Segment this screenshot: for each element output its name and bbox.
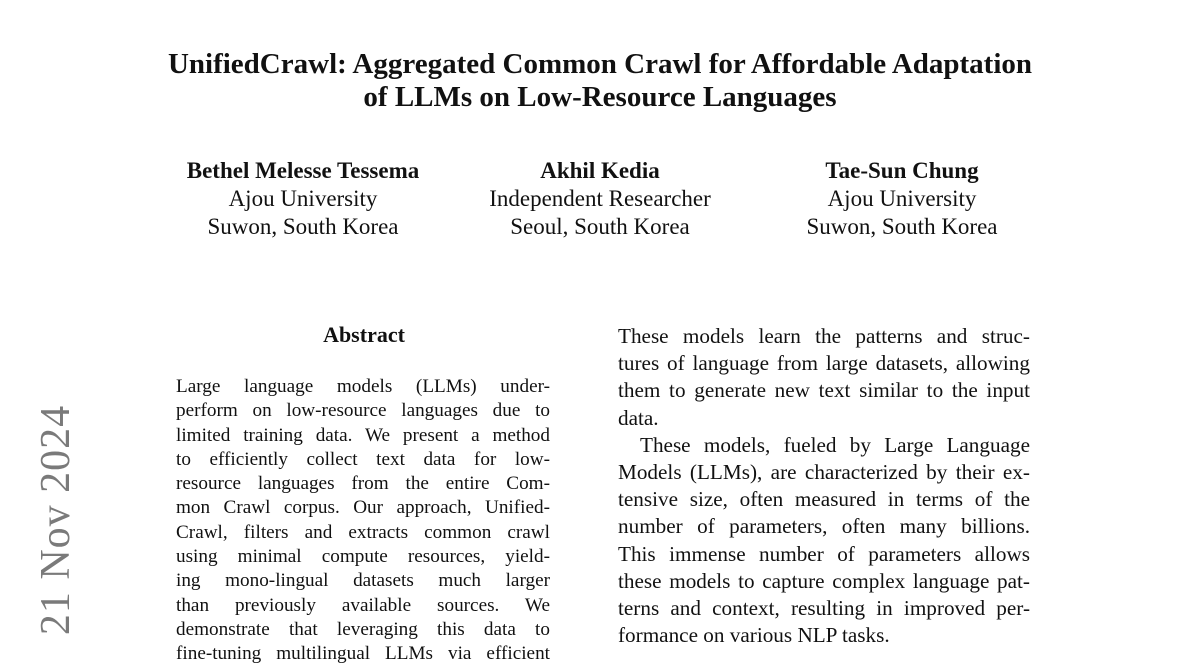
author-affiliation: Ajou University <box>827 186 977 211</box>
abstract-line: limited training data. We present a method <box>176 424 550 446</box>
author-name: Akhil Kedia <box>540 158 660 183</box>
author-block-1 <box>160 157 446 241</box>
abstract-line: fine-tuning multilingual LLMs via efficient <box>176 643 550 665</box>
abstract-line: ing mono-lingual datasets much larger <box>176 570 550 592</box>
abstract-line: using minimal compute resources, yield- <box>176 546 550 568</box>
paper-title <box>80 48 1120 114</box>
author-name: Bethel Melesse Tessema <box>186 158 420 183</box>
abstract-body <box>176 375 550 667</box>
author-location: Seoul, South Korea <box>510 214 690 239</box>
abstract-heading: Abstract <box>323 322 405 347</box>
abstract-line: demonstrate that leveraging this data to <box>176 618 550 640</box>
abstract-line: perform on low-resource languages due to <box>176 400 550 422</box>
body-line: tensive size, often measured in terms of the <box>618 487 1030 512</box>
intro-column <box>618 323 1030 649</box>
intro-paragraph-2 <box>618 432 1030 650</box>
body-line: formance on various NLP tasks. <box>618 623 890 648</box>
abstract-line: to efficiently collect text data for low- <box>176 448 550 470</box>
intro-paragraph-1 <box>618 323 1030 432</box>
body-line: these models to capture complex language pat- <box>618 568 1030 593</box>
author-affiliation: Ajou University <box>228 186 378 211</box>
author-block-3 <box>775 157 1029 241</box>
abstract-line: mon Crawl corpus. Our approach, Unified- <box>176 497 550 519</box>
abstract-line: than previously available sources. We <box>176 594 550 616</box>
body-line: This immense number of parameters allows <box>618 541 1030 566</box>
arxiv-date-stamp: 21 Nov 2024 <box>33 404 79 636</box>
author-affiliation: Independent Researcher <box>489 186 711 211</box>
author-location: Suwon, South Korea <box>806 214 998 239</box>
abstract-line: Large language models (LLMs) under- <box>176 376 550 397</box>
author-name: Tae-Sun Chung <box>825 158 979 183</box>
abstract-line: resource languages from the entire Com- <box>176 473 550 495</box>
body-line: tures of language from large datasets, allowing <box>618 351 1030 376</box>
title-line-1: UnifiedCrawl: Aggregated Common Crawl for Affordable Adaptation <box>167 48 1033 80</box>
author-block-2 <box>455 157 745 241</box>
author-location: Suwon, South Korea <box>207 214 399 239</box>
title-line-2: of LLMs on Low-Resource Languages <box>363 81 837 113</box>
body-line: terns and context, resulting in improved per- <box>618 596 1030 621</box>
abstract-line: Crawl, filters and extracts common crawl <box>176 521 550 543</box>
body-line: These models learn the patterns and struc- <box>618 324 1030 348</box>
body-line: Models (LLMs), are characterized by their ex- <box>618 460 1030 485</box>
body-line: number of parameters, often many billions. <box>618 514 1030 539</box>
body-line: them to generate new text similar to the input <box>618 378 1030 403</box>
body-line: These models, fueled by Large Language <box>640 432 1030 457</box>
body-line: data. <box>618 405 659 430</box>
